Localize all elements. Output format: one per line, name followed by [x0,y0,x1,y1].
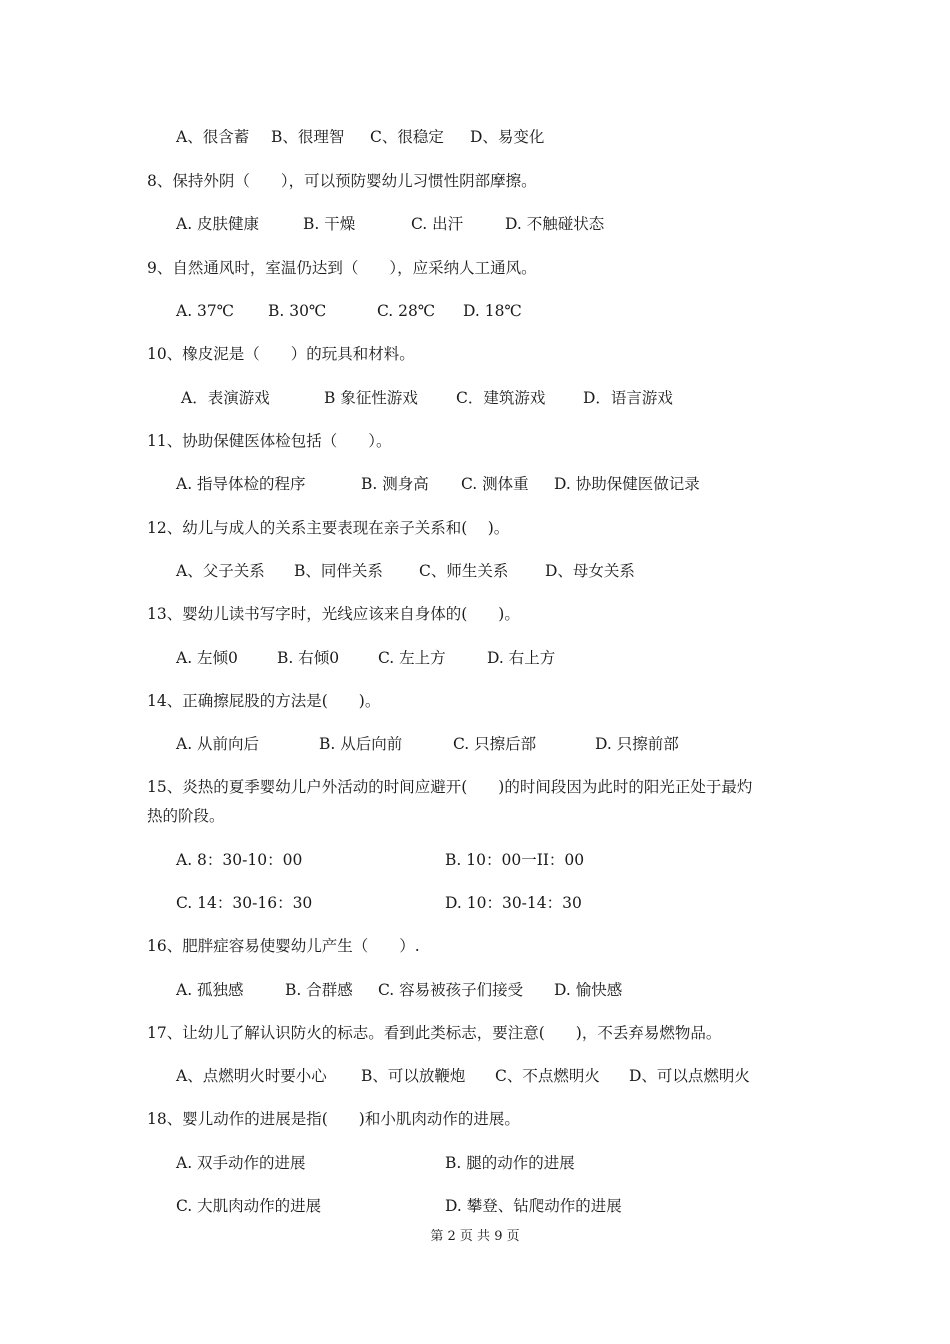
q14-option-d: D. 只擦前部 [595,735,679,753]
q7-option-d: D、易变化 [470,128,545,146]
q16-option-d: D. 愉快感 [554,981,623,999]
q9-option-d: D. 18℃ [463,302,522,320]
q12-option-c: C、师生关系 [419,562,509,580]
q8-option-b: B. 干燥 [303,215,356,233]
q8-option-d: D. 不触碰状态 [505,215,605,233]
q10-option-b: B 象征性游戏 [324,389,418,407]
q12-stem: 12、幼儿与成人的关系主要表现在亲子关系和( )。 [147,519,510,537]
q7-option-a: A、很含蓄 [176,128,250,146]
q18-option-d: D. 攀登、钻爬动作的进展 [445,1197,622,1215]
q11-option-d: D. 协助保健医做记录 [554,475,700,493]
q9-option-c: C. 28℃ [377,302,436,320]
q11-option-c: C. 测体重 [461,475,529,493]
q7-option-c: C、很稳定 [370,128,444,146]
q15-stem-line2: 热的阶段。 [147,807,225,825]
q18-option-a: A. 双手动作的进展 [176,1154,306,1172]
q12-option-d: D、母女关系 [545,562,635,580]
q10-option-a: A．表演游戏 [181,389,270,407]
page-footer: 第 2 页 共 9 页 [430,1229,520,1244]
q10-option-d: D．语言游戏 [583,389,673,407]
q12-option-a: A、父子关系 [176,562,265,580]
q18-stem: 18、婴儿动作的进展是指( )和小肌肉动作的进展。 [147,1110,520,1128]
q11-option-a: A. 指导体检的程序 [176,475,306,493]
q7-option-b: B、很理智 [271,128,345,146]
q14-stem: 14、正确擦屁股的方法是( )。 [147,692,381,710]
q9-stem: 9、自然通风时，室温仍达到（ ），应采纳人工通风。 [147,259,537,277]
q14-option-b: B. 从后向前 [319,735,403,753]
q9-option-a: A. 37℃ [176,302,235,320]
q17-stem: 17、让幼儿了解认识防火的标志。看到此类标志，要注意( )，不丢弃易燃物品。 [147,1024,722,1042]
q14-option-c: C. 只擦后部 [453,735,537,753]
q16-option-b: B. 合群感 [285,981,353,999]
q17-option-b: B、可以放鞭炮 [361,1067,466,1085]
q18-option-c: C. 大肌肉动作的进展 [176,1197,322,1215]
q17-option-a: A、点燃明火时要小心 [176,1067,327,1085]
q13-option-d: D. 右上方 [487,649,556,667]
q13-option-b: B. 右倾0 [277,649,340,667]
q18-option-b: B. 腿的动作的进展 [445,1154,575,1172]
q17-option-c: C、不点燃明火 [495,1067,600,1085]
q16-option-c: C. 容易被孩子们接受 [378,981,524,999]
q12-option-b: B、同伴关系 [294,562,383,580]
q15-option-d: D. 10：30-14：30 [445,894,582,912]
q15-option-c: C. 14：30-16：30 [176,894,313,912]
q13-option-c: C. 左上方 [378,649,446,667]
q10-stem: 10、橡皮泥是（ ）的玩具和材料。 [147,345,415,363]
q13-stem: 13、婴幼儿读书写字时，光线应该来自身体的( )。 [147,605,520,623]
q17-option-d: D、可以点燃明火 [629,1067,750,1085]
q8-option-a: A. 皮肤健康 [176,215,260,233]
q15-stem-line1: 15、炎热的夏季婴幼儿户外活动的时间应避开( )的时间段因为此时的阳光正处于最灼 [147,778,753,796]
q11-stem: 11、协助保健医体检包括（ ）。 [147,432,392,450]
q14-option-a: A. 从前向后 [176,735,260,753]
q15-option-a: A. 8：30-10：00 [176,851,303,869]
q13-option-a: A. 左倾0 [176,649,238,667]
q9-option-b: B. 30℃ [268,302,327,320]
q11-option-b: B. 测身高 [361,475,429,493]
q10-option-c: C．建筑游戏 [456,389,546,407]
q16-option-a: A. 孤独感 [176,981,244,999]
q8-option-c: C. 出汗 [411,215,464,233]
q15-option-b: B. 10：00一II：00 [445,851,585,869]
q8-stem: 8、保持外阴（ ），可以预防婴幼儿习惯性阴部摩擦。 [147,172,537,190]
q16-stem: 16、肥胖症容易使婴幼儿产生（ ）. [147,937,420,955]
